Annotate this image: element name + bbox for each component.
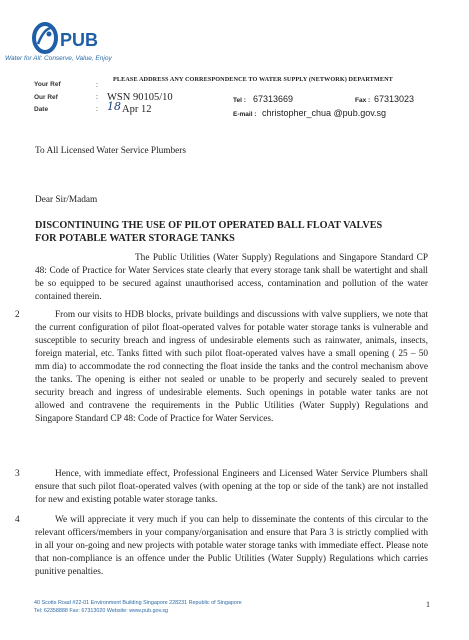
handwritten-date-day: 18 [107,100,121,113]
tel-value: 67313669 [253,94,294,104]
salutation: Dear Sir/Madam [35,195,98,205]
paragraph-3-text: Hence, with immediate effect, Professional Engineers and Licensed Water Service Plumbers shall ensure that such pilot float-operated valves (with opening at the top or side of the tank) are not installed for new and existing potable water storage tanks. [35,469,428,505]
paragraph-3-number: 3 [15,469,20,479]
email-label: E-mail : [233,111,257,118]
tagline: Water for All: Conserve, Value, Enjoy [5,55,112,62]
paragraph-4-text: We will appreciate it very much if you can help to disseminate the contents of this circular to the relevant officers/members in your company/organisation and ensure that Para 3 is strictly complied with in all your on-going and new projects with potable water storage tanks with immediate effect. Please note that non-compliance is an offence under the Public Utilities (Water Supply) Regulations which carries punitive penalties. [35,515,428,577]
date-colon: : [96,106,98,113]
pub-logo [30,18,110,58]
our-ref-label: Our Ref [34,94,58,101]
fax-label: Fax : [355,97,371,104]
paragraph-1: The Public Utilities (Water Supply) Regulations and Singapore Standard CP 48: Code of Practice for Water Services state clearly that every storage tank shall be watertight and shall be so equipped to be secured against unauthorised access, contamination and pollution of the water contained therein. [35,253,428,302]
brand-name: PUB [60,30,99,50]
fax-value: 67313023 [374,94,415,104]
letter-title-line1: DISCONTINUING THE USE OF PILOT OPERATED BALL FLOAT VALVES [35,220,383,231]
paragraph-4 [15,514,428,579]
page-number: 1 [426,600,430,609]
paragraph-4-number: 4 [15,515,20,525]
footer-address: 40 Scotts Road #22-01 Environment Building Singapore 228231 Republic of Singapore [34,600,242,606]
tel-label: Tel : [233,97,246,104]
our-ref-value: WSN 90105/10 [107,92,173,103]
letter-title-line2: FOR POTABLE WATER STORAGE TANKS [35,233,235,244]
date-month-year: Apr 12 [122,104,152,115]
paragraph-2 [15,309,428,426]
paragraph-2-text: From our visits to HDB blocks, private buildings and discussions with valve suppliers, we note that the current configuration of pilot float-operated valves for potable water storage tanks is vulnerable and susceptible to security breach and ingress of undesirable elements such as rainwater, animals, insects, foreign material, etc. Tanks fitted with such pilot float-operated valves have a small opening ( 25 – 50 mm dia) to accommodate the rod connecting the float inside the tanks and the control mechanism above the tanks. The opening is either not sealed or unable to be properly and securely sealed to prevent security breach and ingress of undesirable elements. Such openings in potable water tanks are not allowed and contravene the requirements in the Public Utilities (Water Supply) Regulations and Singapore Standard CP 48: Code of Practice for Water Services. [35,310,428,424]
paragraph-3 [15,468,428,507]
email-value: christopher_chua @pub.gov.sg [262,108,387,118]
date-label: Date [34,106,49,113]
your-ref-colon: : [96,82,98,89]
our-ref-colon: : [96,94,98,101]
your-ref-label: Your Ref [34,81,61,88]
paragraph-2-number: 2 [15,310,20,320]
correspondence-note: PLEASE ADDRESS ANY CORRESPONDENCE TO WATER SUPPLY (NETWORK) DEPARTMENT [113,76,393,83]
recipient: To All Licensed Water Service Plumbers [35,146,187,156]
footer-contact: Tel: 62358888 Fax: 67313020 Website: www.pub.gov.sg [34,608,169,614]
